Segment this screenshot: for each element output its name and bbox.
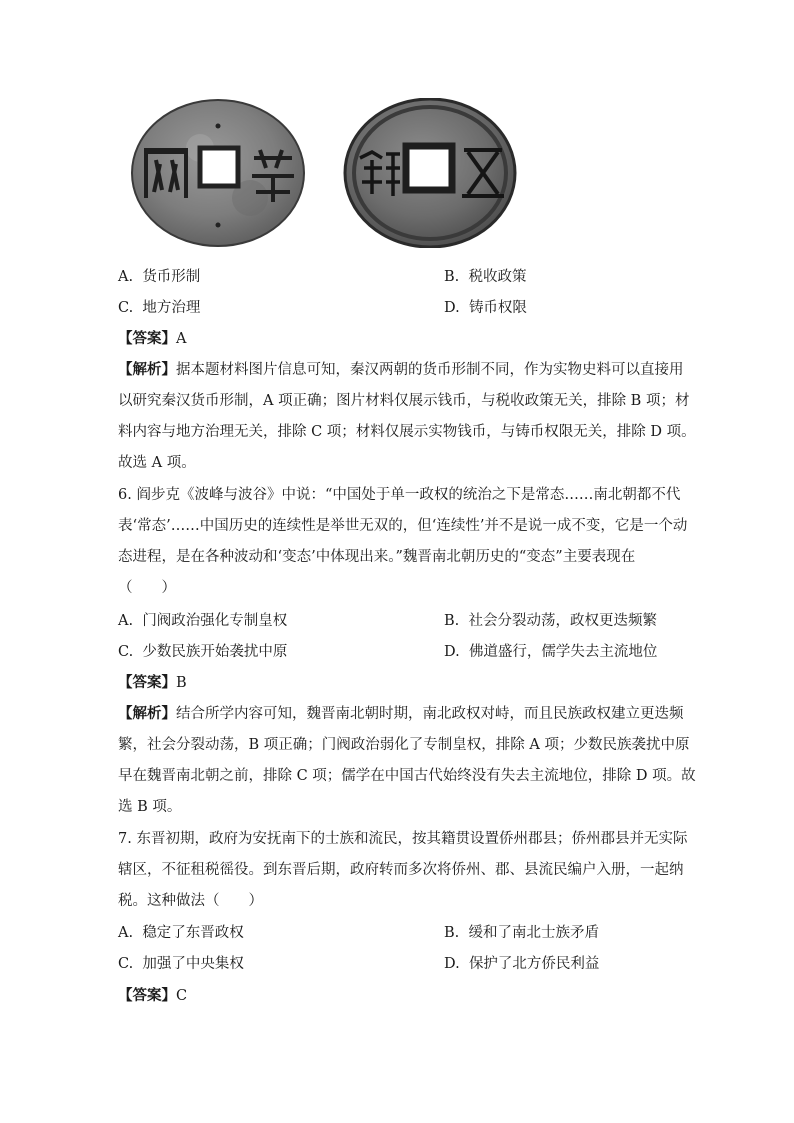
q6-answer: 【答案】B [118,674,187,691]
q5-option-c: C. 地方治理 [118,300,201,316]
q7-option-d: D. 保护了北方侨民利益 [444,956,600,972]
q6-analysis-line-4: 选 B 项。 [118,799,182,815]
q6-option-d: D. 佛道盛行，儒学失去主流地位 [444,644,658,660]
q7-stem-line-2: 辖区，不征租税徭役。到东晋后期，政府转而多次将侨州、郡、县流民编户入册，一起纳 [118,862,684,878]
q5-analysis-line-3: 料内容与地方治理无关，排除 C 项；材料仅展示实物钱币，与铸币权限无关，排除 D 项。 [118,424,696,440]
q6-analysis-line-1: 【解析】结合所学内容可知，魏晋南北朝时期，南北政权对峙，而且民族政权建立更迭频 [118,705,684,722]
q6-option-c: C. 少数民族开始袭扰中原 [118,644,288,660]
q7-option-a: A. 稳定了东晋政权 [118,925,244,941]
q6-option-a: A. 门阀政治强化专制皇权 [118,613,288,629]
q5-analysis-line-2: 以研究秦汉货币形制，A 项正确；图片材料仅展示钱币，与税收政策无关，排除 B 项；材 [118,393,690,409]
q5-option-a: A. 货币形制 [118,269,201,285]
coin-images [130,98,530,248]
q5-answer: 【答案】A [118,330,187,347]
q5-analysis-line-4: 故选 A 项。 [118,455,196,471]
q6-analysis-line-2: 繁，社会分裂动荡，B 项正确；门阀政治弱化了专制皇权，排除 A 项；少数民族袭扰中原 [118,737,690,753]
q6-stem-line-2: 表‘常态’……中国历史的连续性是举世无双的，但‘连续性’并不是说一成不变，它是一个动 [118,518,688,534]
q6-stem-line-1: 6. 阎步克《波峰与波谷》中说：“中国处于单一政权的统治之下是常态……南北朝都不代 [118,487,681,503]
q7-answer: 【答案】C [118,987,188,1004]
q5-option-d: D. 铸币权限 [444,300,527,316]
q7-stem-line-1: 7. 东晋初期，政府为安抚南下的士族和流民，按其籍贯设置侨州郡县；侨州郡县并无实际 [118,831,688,847]
han-wuzhu-coin-image [342,98,517,248]
q5-analysis-line-1: 【解析】据本题材料图片信息可知，秦汉两朝的货币形制不同，作为实物史料可以直接用 [118,361,684,378]
q6-analysis-line-3: 早在魏晋南北朝之前，排除 C 项；儒学在中国古代始终没有失去主流地位，排除 D 项。故 [118,768,696,784]
q6-option-b: B. 社会分裂动荡，政权更迭频繁 [444,613,657,629]
q6-stem-line-4: （ ） [118,580,176,596]
q5-option-b: B. 税收政策 [444,269,527,285]
q6-stem-line-3: 态进程，是在各种波动和‘变态’中体现出来。”魏晋南北朝历史的“变态”主要表现在 [118,549,636,565]
q7-option-c: C. 加强了中央集权 [118,956,244,972]
q7-option-b: B. 缓和了南北士族矛盾 [444,925,599,941]
q7-stem-line-3: 税。这种做法（ ） [118,893,263,909]
qin-banliang-coin-image [130,98,306,248]
